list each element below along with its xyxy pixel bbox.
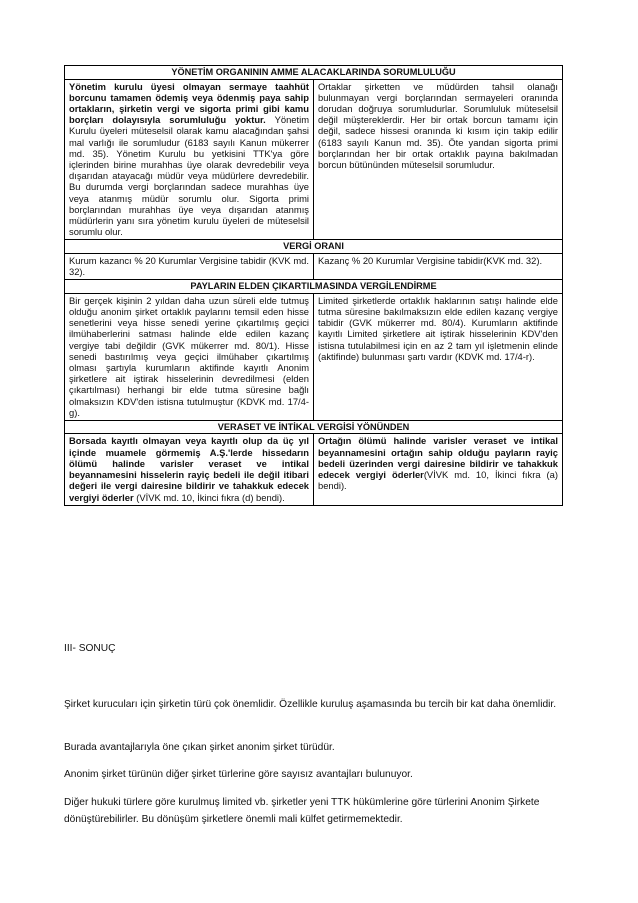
- cell-limited-tax-rate: Kazanç % 20 Kurumlar Vergisine tabidir(KVK md. 32).: [314, 253, 563, 279]
- table-row: [65, 434, 563, 505]
- body-text: Yönetim Kurulu üyeleri müteselsil olarak kamu alacağından şahsi mal varlığı ile sorumludur (6183 sayılı Kanun mükerrer md. 35). Yönetim Kurulu bu yetkisini TTK'ya göre içlerinden birine murahhas üye olarak devredebilir veya dışarıdan atayacağı müdür veya müdürlere devredebilir. Bu durumda vergi borçlarından sadece murahhas üye veya atanmış müdür sorumlu olur. Sigorta primi borçlarından murahhas üye veya dışarıdan atanmış müdürlerin yanı sıra yönetim kurulu üyeleri de müteselsil sorumlu olur.: [69, 114, 310, 238]
- conclusion-paragraph: Burada avantajlarıyla öne çıkan şirket anonim şirket türüdür.: [64, 742, 335, 753]
- conclusion-heading: III- SONUÇ: [64, 643, 116, 654]
- body-text: (VİVK md. 10, İkinci fıkra (d) bendi).: [133, 491, 285, 503]
- cell-limited-share-disposal: Limited şirketlerde ortaklık haklarının satışı halinde elde tutma süresine bakılmaksızın elde edilen kazanç vergiye tabidir (GVK mükerrer md. 80/4). Kurumların aktifinde kayıtlı Limited şirketlere ait iştirak hisselerinin KDV'den istisna tutulabilmesi için en az 2 tam yıl işletmenin elinde (aktifinde) bulunması şartı vardır (KDVK md. 17/4-r).: [314, 293, 563, 420]
- table-row: [65, 293, 563, 420]
- bold-text: Ortağın ölümü halinde varisler veraset ve intikal beyannamesini ortağın sahip olduğu payların rayiç bedeli üzerinden vergi dairesine bildirir ve tahakkuk edecek vergiyi öderler: [318, 435, 558, 481]
- section-title-management-liability: YÖNETİM ORGANININ AMME ALACAKLARINDA SORUMLULUĞU: [65, 66, 563, 80]
- section-header-row: [65, 420, 563, 434]
- cell-limited-liability: Ortaklar şirketten ve müdürden tahsil olanağı bulunmayan vergi borçlarından sermayeleri oranında dorudan doğruya sorumludurlar. Sorumluluk müteselsil değil müştereklerdir. Her bir ortak borcun tamamı için değil, sadece hissesi oranında ki kısım için takip edilir (6183 sayılı Kanun md. 35). Öte yandan sigorta primi borçlarından her bir ortak ortaklık payına bakılmadan borcun bütününden müteselsil sorumludur.: [314, 79, 563, 240]
- conclusion-paragraph: Anonim şirket türünün diğer şirket türlerine göre sayısız avantajları bulunuyor.: [64, 769, 413, 780]
- comparison-table: [64, 65, 563, 506]
- conclusion-paragraph: Şirket kurucuları için şirketin türü çok önemlidir. Özellikle kuruluş aşamasında bu tercih bir kat daha önemlidir.: [64, 699, 557, 710]
- section-header-row: [65, 240, 563, 254]
- section-title-tax-rate: VERGİ ORANI: [65, 240, 563, 254]
- section-header-row: [65, 66, 563, 80]
- body-text: (VİVK md. 10, İkinci fıkra (a) bendi).: [318, 469, 558, 492]
- cell-anonim-share-disposal: Bir gerçek kişinin 2 yıldan daha uzun süreli elde tutmuş olduğu anonim şirket ortaklık paylarını temsil eden hisse senetlerini veya hisse senedi yerine çıkartılmış geçici ilmühaberlerini satması halinde elde edilen kazanç vergiye tabi değildir (GVK mükerrer md. 80/1). Hisse senedi bastırılmış veya geçici ilmühaber çıkartılmış olması şartıyla kurumların aktifinde kayıtlı Anonim şirketlere ait iştirak hisselerinin devredilmesi (elden çıkartılması) herhangi bir elde tutma süresine bağlı olmaksızın KDV'den istisna tutulmuştur (KDVK md. 17/4-g).: [65, 293, 314, 420]
- bold-text: Borsada kayıtlı olmayan veya kayıtlı olup da üç yıl içinde muamele görmemiş A.Ş.'lerde hissedarın ölümü halinde varisler veraset ve intikal beyannamesini hisselerin rayiç bedeli ile değil itibari değeri ile vergi dairesine bildirir ve tahakkuk edecek vergiyi öderler: [69, 435, 309, 503]
- cell-limited-inheritance: [314, 434, 563, 505]
- table-row: [65, 253, 563, 279]
- cell-anonim-inheritance: [65, 434, 314, 505]
- table-row: [65, 79, 563, 240]
- cell-anonim-tax-rate: Kurum kazancı % 20 Kurumlar Vergisine tabidir (KVK md. 32).: [65, 253, 314, 279]
- section-header-row: [65, 280, 563, 294]
- conclusion-paragraph: Diğer hukuki türlere göre kurulmuş limited vb. şirketler yeni TTK hükümlerine göre türlerini Anonim Şirkete dönüştürebilirler. Bu dönüşüm şirketlere önemli mali külfet getirmemektedir.: [64, 797, 540, 825]
- cell-anonim-liability: [65, 79, 314, 240]
- bold-text: Yönetim kurulu üyesi olmayan sermaye taahhüt borcunu tamamen ödemiş veya ödenmiş paya sahip ortakların, şirketin vergi ve sigorta primi gibi kamu borçları dolayısıyla sorumluluğu yoktur.: [69, 80, 309, 126]
- section-title-inheritance-tax: VERASET VE İNTİKAL VERGİSİ YÖNÜNDEN: [65, 420, 563, 434]
- section-title-share-disposal: PAYLARIN ELDEN ÇIKARTILMASINDA VERGİLENDİRME: [65, 280, 563, 294]
